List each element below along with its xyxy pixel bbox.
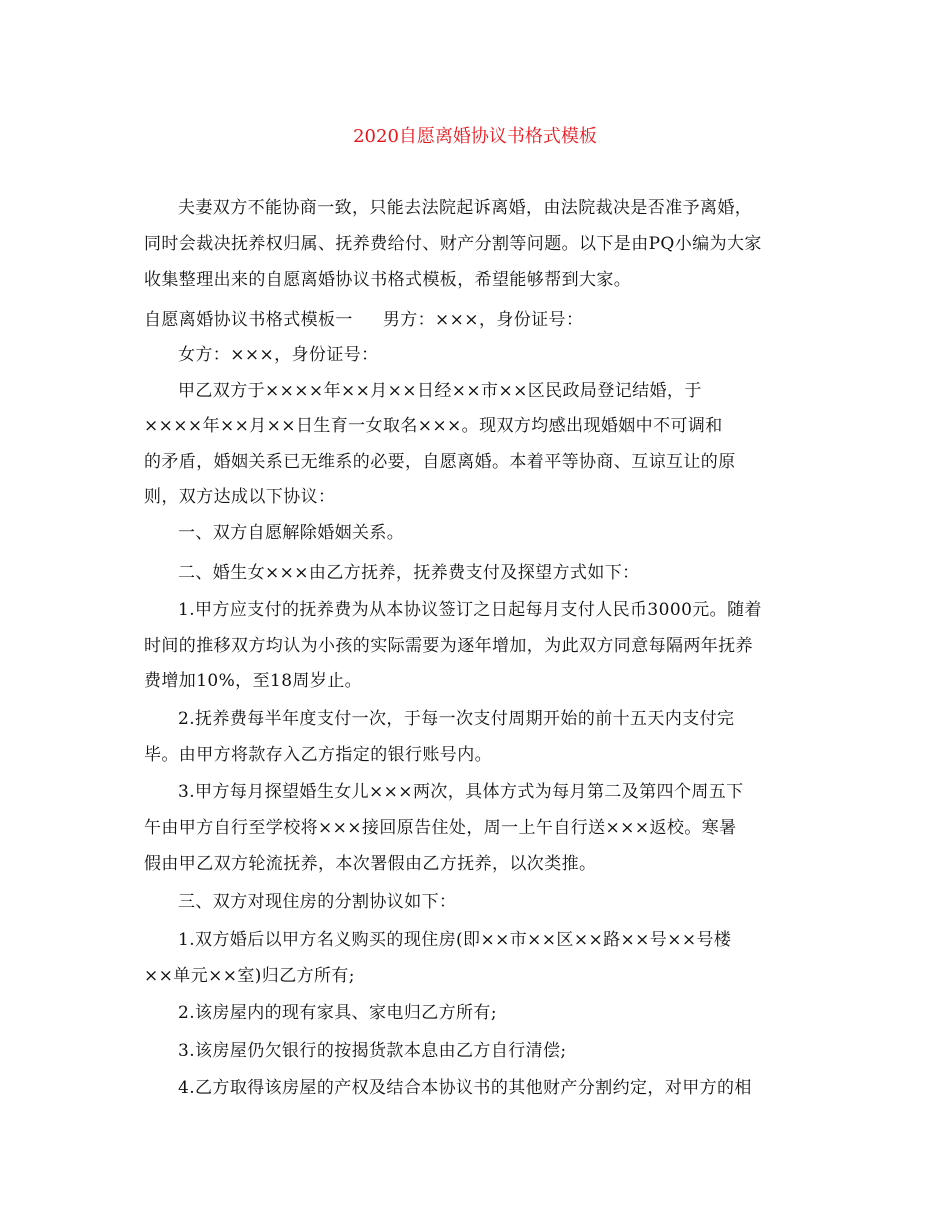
clause-one: 一、双方自愿解除婚姻关系。: [178, 523, 405, 543]
paragraph-line: 1.双方婚后以甲方名义购买的现住房(即××市××区××路××号××号楼: [178, 930, 732, 950]
paragraph-line: 毕。由甲方将款存入乙方指定的银行账号内。: [144, 745, 492, 765]
paragraph-line: 费增加10%，至18周岁止。: [144, 671, 363, 691]
paragraph-line: 甲乙双方于××××年××月××日经××市××区民政局登记结婚，于: [178, 381, 702, 401]
paragraph-line: 同时会裁决抚养权归属、抚养费给付、财产分割等问题。以下是由PQ小编为大家: [144, 234, 762, 254]
paragraph-line: 4.乙方取得该房屋的产权及结合本协议书的其他财产分割约定，对甲方的相: [178, 1078, 752, 1098]
document-title: 2020自愿离婚协议书格式模板: [353, 126, 597, 147]
female-party-line: 女方：×××，身份证号：: [178, 345, 379, 365]
male-party-line: 男方：×××，身份证号：: [382, 310, 584, 330]
paragraph-line: 3.该房屋仍欠银行的按揭货款本息由乙方自行清偿;: [178, 1041, 567, 1061]
paragraph-line: 2.抚养费每半年度支付一次，于每一次支付周期开始的前十五天内支付完: [178, 709, 735, 729]
clause-two: 二、婚生女×××由乙方抚养，抚养费支付及探望方式如下：: [178, 563, 640, 583]
template-heading: 自愿离婚协议书格式模板一: [144, 310, 353, 330]
paragraph-line: 收集整理出来的自愿离婚协议书格式模板，希望能够帮到大家。: [144, 270, 632, 290]
paragraph-line: 2.该房屋内的现有家具、家电归乙方所有;: [178, 1003, 497, 1023]
paragraph-line: ××××年××月××日生育一女取名×××。现双方均感出现婚姻中不可调和: [144, 416, 723, 436]
paragraph-line: 夫妻双方不能协商一致，只能去法院起诉离婚，由法院裁决是否准予离婚，: [178, 198, 753, 218]
paragraph-line: 时间的推移双方均认为小孩的实际需要为逐年增加，为此双方同意每隔两年抚养: [144, 636, 753, 656]
clause-three: 三、双方对现住房的分割协议如下：: [178, 892, 457, 912]
paragraph-line: 1.甲方应支付的抚养费为从本协议签订之日起每月支付人民币3000元。随着: [178, 600, 762, 620]
template-heading-line: [144, 308, 583, 332]
paragraph-line: 的矛盾，婚姻关系已无维系的必要，自愿离婚。本着平等协商、互谅互让的原: [144, 452, 736, 472]
paragraph-line: ××单元××室)归乙方所有;: [144, 966, 355, 986]
paragraph-line: 午由甲方自行至学校将×××接回原告住处，周一上午自行送×××返校。寒暑: [144, 818, 737, 838]
paragraph-line: 3.甲方每月探望婚生女儿×××两次，具体方式为每月第二及第四个周五下: [178, 782, 744, 802]
paragraph-line: 假由甲乙双方轮流抚养，本次署假由乙方抚养，以次类推。: [144, 854, 597, 874]
paragraph-line: 则，双方达成以下协议：: [144, 487, 336, 507]
